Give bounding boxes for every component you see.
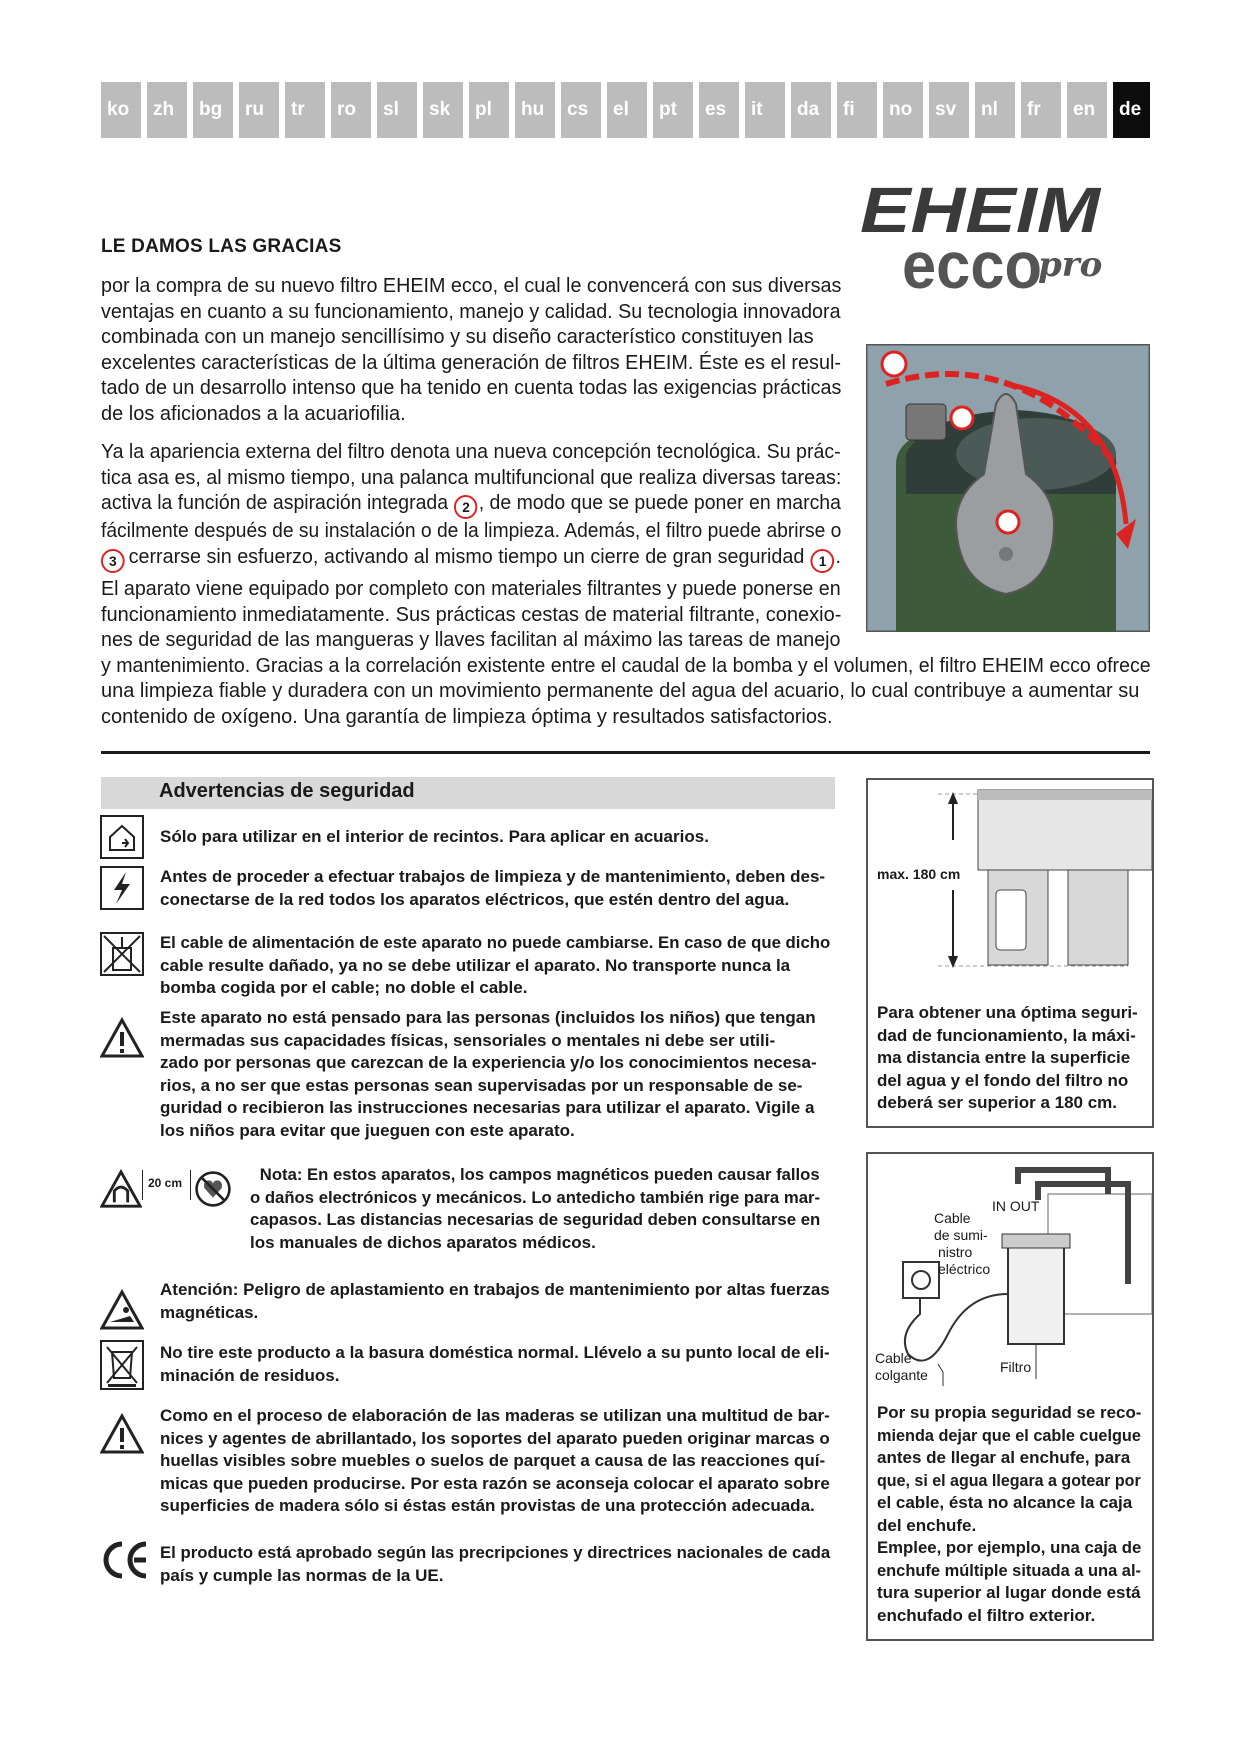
text-line: dad de funcionamiento, la máxi- [877,1025,1136,1045]
text-line: antes de llegar al enchufe, para [877,1448,1131,1467]
text-line: funcionamiento inmediatamente. Sus prácticas cestas de material filtrante, conexio- [101,603,842,626]
text-line: Como en el proceso de elaboración de las maderas se utilizan una multitud de bar- [160,1406,830,1425]
tab-lang[interactable]: es [699,82,739,138]
text-line: bomba cogida por el cable; no doble el cable. [160,978,528,997]
text-line: Antes de proceder a efectuar trabajos de limpieza y de mantenimiento, deben des- [160,867,826,886]
tab-lang[interactable]: sv [929,82,969,138]
tab-lang[interactable]: nl [975,82,1015,138]
warning-wood [160,1405,830,1518]
text-line: los manuales de dichos aparatos médicos. [250,1232,596,1252]
distance-bar-left [142,1170,143,1200]
tab-lang[interactable]: it [745,82,785,138]
text-line: tado de un desarrollo intenso que ha tenido en cuenta todas las exigencias prácticas [101,377,842,399]
text-line: minación de residuos. [160,1365,340,1385]
warning-ce [160,1542,830,1587]
warning-cable [160,932,830,1000]
text-line: país y cumple las normas de la UE. [160,1565,444,1585]
height-info-text [877,1002,1141,1115]
distance-label: 20 cm [148,1176,183,1190]
text-line: El aparato viene equipado por completo con materiales filtrantes y puede ponerse en [101,578,841,600]
tab-lang[interactable]: ko [101,82,141,138]
warning-triangle-icon [100,1412,144,1456]
warning-magnetic [250,1164,820,1254]
warning-indoor [160,826,830,849]
text-line: huellas visibles sobre muebles o suelos de parquet a causa de las reacciones quí- [160,1451,826,1470]
tab-lang[interactable]: sk [423,82,463,138]
text-line: y mantenimiento. Gracias a la correlación existente entre el caudal de la bomba y el volumen, el filtro EHEIM ecco ofrece [101,654,1151,677]
text-line: superficies de madera sólo si éstas están provistas de una protección adecuada. [160,1496,815,1515]
text-line: una limpieza fiable y duradera con un movimiento permanente del agua del acuario, lo cual contribuye a aumentar su [101,680,1140,702]
text-line: nices y agentes de abrillantado, los soportes del aparato pueden originar marcas o [160,1428,830,1448]
tab-lang[interactable]: el [607,82,647,138]
callout-3-icon [997,511,1019,533]
tab-lang[interactable]: hu [515,82,555,138]
tab-lang[interactable]: bg [193,82,233,138]
weee-bin-icon [100,1340,144,1390]
text-line: combinada con un manejo sencillísimo y su diseño característico constituyen las [101,326,814,348]
warning-crush [160,1279,830,1324]
text-line: ma distancia entre la superficie [877,1048,1131,1067]
text-line: rios, a no ser que estas personas sean supervisadas por un responsable de se- [160,1075,803,1095]
max-height-label: max. 180 cm [877,866,961,882]
warning-persons [160,1007,830,1142]
tab-lang[interactable]: sl [377,82,417,138]
text-line: El producto está aprobado según las precripciones y directrices nacionales de cada [160,1543,831,1562]
intro-paragraph-1 [101,274,841,427]
text-line: deberá ser superior a 180 cm. [877,1093,1118,1112]
text-line: del enchufe. [877,1515,977,1535]
text-line: de los aficionados a la acuariofilia. [101,402,406,425]
safety-title: Advertencias de seguridad [159,780,415,802]
tab-lang[interactable]: tr [285,82,325,138]
text-line: tura superior al lugar donde está [877,1583,1141,1602]
tab-lang[interactable]: no [883,82,923,138]
text-line: conectarse de la red todos los aparatos eléctricos, que estén dentro del agua. [160,889,790,909]
logo-brand: EHEIM [860,174,1102,246]
text-line: Emplee, por ejemplo, una caja de [877,1538,1142,1557]
intro-paragraph-2 [101,440,841,573]
height-diagram [868,780,1152,990]
tab-lang[interactable]: zh [147,82,187,138]
text-line: Este aparato no está pensado para las personas (incluidos los niños) que tengan [160,1008,816,1027]
language-tabs [101,82,1150,138]
logo-suffix: pro [1038,245,1103,285]
no-cable-carry-icon [100,932,144,976]
callout-2-icon [951,407,973,429]
text-line: los niños para evitar que jueguen con este aparato. [160,1120,575,1140]
tab-lang[interactable]: fi [837,82,877,138]
drip-cable-label: Cable colgante [875,1350,928,1383]
text-line: 3 cerrarse sin esfuerzo, activando al mismo tiempo un cierre de gran seguridad 1 . [101,545,831,573]
text-line: tica asa es, al mismo tiempo, una palanca multifuncional que realiza diversas tareas: [101,466,842,489]
tab-lang-active[interactable]: de [1113,82,1150,138]
intro-title: LE DAMOS LAS GRACIAS [101,236,342,257]
indoor-use-icon [100,815,144,859]
eheim-ecco-pro-logo [860,170,1160,310]
no-pacemaker-icon [194,1170,232,1208]
text-line: o daños electrónicos y mecánicos. Lo antedicho también rige para mar- [250,1187,821,1207]
tab-lang[interactable]: cs [561,82,601,138]
text-line: fácilmente después de su instalación o de la limpieza. Además, el filtro puede abrirse o [101,520,842,542]
logo-line: ecco [902,228,1042,302]
warning-disconnect [160,866,830,911]
text-line: el cable, ésta no alcance la caja [877,1493,1133,1512]
text-line: Atención: Peligro de aplastamiento en trabajos de mantenimiento por altas fuerzas [160,1280,830,1299]
text-line: excelentes características de la última generación de filtros EHEIM. Éste es el resul- [101,351,841,374]
callout-1-icon [882,352,906,376]
text-line: mienda dejar que el cable cuelgue [877,1425,1141,1445]
tab-lang[interactable]: fr [1021,82,1061,138]
tab-lang[interactable]: pl [469,82,509,138]
tab-lang[interactable]: da [791,82,831,138]
text-line: capasos. Las distancias necesarias de seguridad deben consultarse en [250,1210,821,1229]
text-line: Para obtener una óptima seguri- [877,1003,1138,1022]
text-line: por la compra de su nuevo filtro EHEIM ecco, el cual le convencerá con sus diversas [101,275,842,297]
text-line: zado por personas que carezcan de la experiencia y/o los conocimientos necesa- [160,1053,817,1072]
text-line: magnéticas. [160,1302,259,1322]
warning-disposal [160,1342,830,1387]
cable-info-text [877,1402,1141,1627]
marker-1-icon: 1 [811,549,835,573]
text-line: Ya la apariencia externa del filtro denota una nueva concepción tecnológica. Su prác- [101,441,841,463]
tab-lang[interactable]: en [1067,82,1107,138]
text-line: guridad o recibieron las instrucciones necesarias para utilizar el aparato. Vigile a [160,1098,815,1117]
filter-illustration [866,344,1150,632]
text-line: micas que pueden producirse. Por esta razón se aconseja colocar el aparato sobre [160,1473,830,1493]
ce-mark-icon [100,1540,150,1580]
text-line: Nota: En estos aparatos, los campos magnéticos pueden causar fallos [259,1165,820,1184]
height-info-box [866,778,1154,1128]
tab-lang[interactable]: ro [331,82,371,138]
text-line: enchufe múltiple situada a una al- [877,1560,1141,1580]
marker-3-icon: 3 [101,549,125,573]
tab-lang[interactable]: ru [239,82,279,138]
magnetic-field-icon [100,1168,142,1210]
text-line: No tire este producto a la basura doméstica normal. Llévelo a su punto local de eli- [160,1343,830,1362]
section-divider [101,751,1150,754]
warning-triangle-icon [100,1016,144,1060]
text-line: El cable de alimentación de este aparato no puede cambiarse. En caso de que dicho [160,933,831,952]
text-line: contenido de oxígeno. Una garantía de limpieza óptima y resultados satisfactorios. [101,705,833,728]
text-line: enchufado el filtro exterior. [877,1605,1096,1625]
text-line: Sólo para utilizar en el interior de recintos. Para aplicar en acuarios. [160,827,709,846]
text-line: Por su propia seguridad se reco- [877,1403,1142,1422]
distance-bar-right [190,1170,191,1200]
text-line: nes de seguridad de las mangueras y llaves facilitan al máximo las tareas de manejo [101,629,841,651]
text-line: cable resulte dañado, ya no se debe utilizar el aparato. No transporte nunca la [160,955,791,975]
text-line: del agua y el fondo del filtro no [877,1070,1129,1090]
supply-cable-label: Cable de sumi- nistro eléctrico [934,1210,991,1277]
text-line: que, si el agua llegara a gotear por [877,1470,1141,1490]
tab-lang[interactable]: pt [653,82,693,138]
filter-label: Filtro [1000,1359,1032,1375]
electric-shock-icon [100,866,144,910]
crush-hazard-icon [100,1288,144,1332]
text-line: activa la función de aspiración integrada 2 , de modo que se puede poner en marcha [101,491,821,519]
cable-info-box [866,1152,1154,1641]
in-out-label: IN OUT [992,1198,1040,1214]
text-line: mermadas sus capacidades físicas, sensoriales o mentales ni debe ser utili- [160,1030,776,1050]
marker-2-icon: 2 [454,495,477,519]
text-line: ventajas en cuanto a su funcionamiento, manejo y calidad. Su tecnologia innovadora [101,300,841,323]
